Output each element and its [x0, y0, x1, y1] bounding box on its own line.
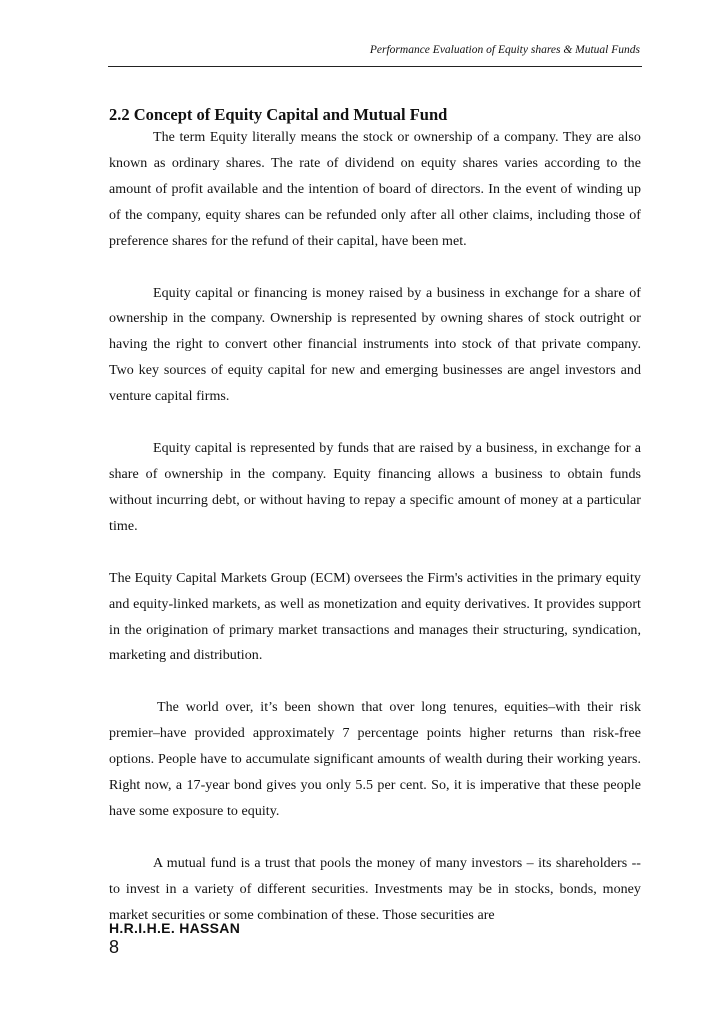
page-body	[109, 104, 641, 929]
paragraph-equity-returns: The world over, it’s been shown that over long tenures, equities–with their risk premier–have provided approximately 7 percentage points higher returns than risk-free options. People have to accumulate significant amounts of wealth during their working years. Right now, a 17-year bond gives you only 5.5 per cent. So, it is imperative that these people have some exposure to equity.	[109, 700, 641, 819]
section-title: 2.2 Concept of Equity Capital and Mutual Fund	[109, 105, 448, 124]
paragraph-equity-capital: Equity capital is represented by funds that are raised by a business, in exchange for a share of ownership in the company. Equity financing allows a business to obtain funds without incurring debt, or without having to repay a specific amount of money at a particular time.	[109, 441, 641, 534]
paragraph-spacer	[109, 825, 641, 851]
paragraph-spacer	[109, 669, 641, 695]
paragraph-equity-definition: The term Equity literally means the stock or ownership of a company. They are also known as ordinary shares. The rate of dividend on equity shares varies according to the amount of profit available and the intention of board of directors. In the event of winding up of the company, equity shares can be refunded only after all other claims, including those of preference shares for the refund of their capital, have been met.	[109, 130, 641, 249]
running-header: Performance Evaluation of Equity shares & Mutual Funds	[369, 44, 640, 56]
paragraph-spacer	[109, 255, 641, 281]
header-rule	[108, 66, 642, 67]
footer-author: H.R.I.H.E. HASSAN	[109, 920, 241, 936]
paragraph-ecm-group: The Equity Capital Markets Group (ECM) oversees the Firm's activities in the primary equity and equity-linked markets, as well as monetization and equity derivatives. It provides support in the origination of primary market transactions and manages their structuring, syndication, marketing and distribution.	[109, 570, 641, 664]
paragraph-mutual-fund: A mutual fund is a trust that pools the money of many investors – its shareholders -- to invest in a variety of different securities. Investments may be in stocks, bonds, money market securities or some combination of these. Those securities are	[109, 855, 641, 923]
paragraph-equity-financing: Equity capital or financing is money raised by a business in exchange for a share of ownership in the company. Ownership is represented by owning shares of stock outright or having the right to convert other financial instruments into stock of that private company. Two key sources of equity capital for new and emerging businesses are angel investors and venture capital firms.	[109, 285, 641, 405]
paragraph-spacer	[109, 410, 641, 436]
paragraph-spacer	[109, 540, 641, 566]
page-number: 8	[109, 937, 120, 957]
